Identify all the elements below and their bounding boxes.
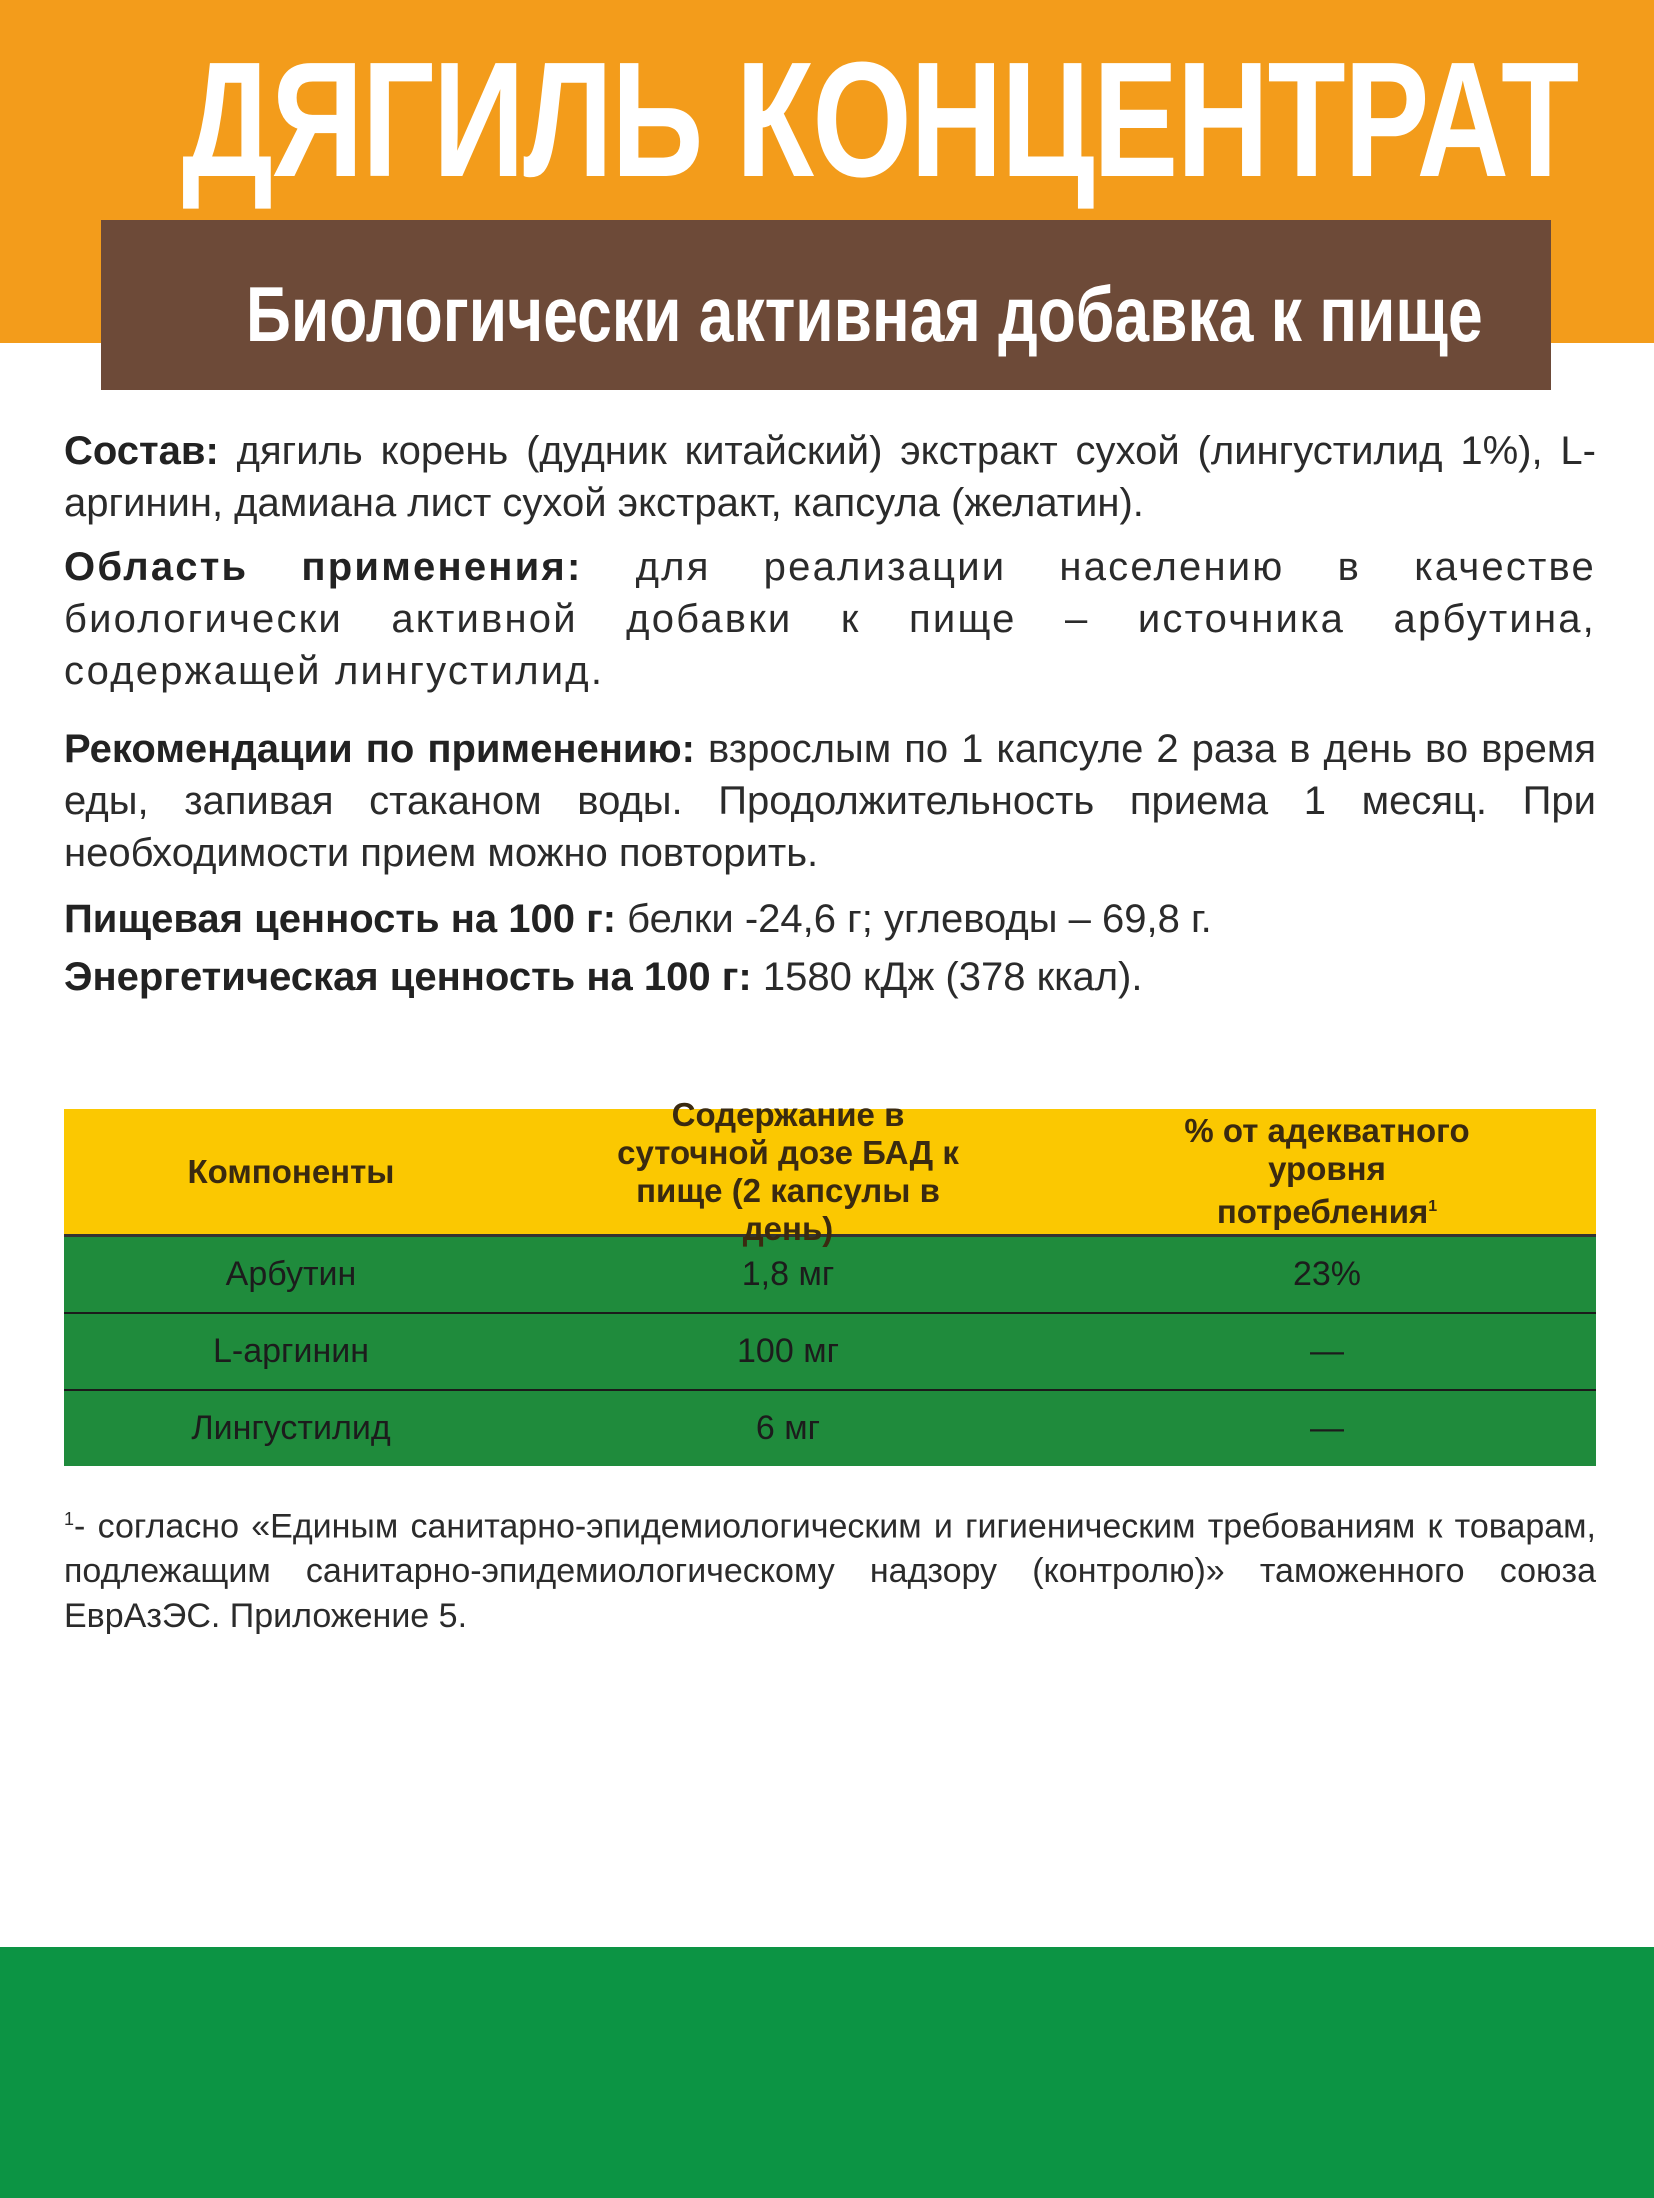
cell-dose: 6 мг bbox=[755, 1409, 821, 1447]
composition-label: Состав: bbox=[64, 429, 219, 473]
footnote-text: - согласно «Единым санитарно-эпидемиологическим и гигиеническим требованиям к товарам, подлежащим санитарно-эпидемиологическому надзору (контролю)» таможенного союза ЕврАзЭС. Приложение 5. bbox=[64, 1507, 1596, 1636]
energy-paragraph bbox=[64, 951, 1596, 1003]
composition-paragraph bbox=[64, 425, 1596, 529]
recommendations-paragraph bbox=[64, 723, 1596, 879]
header-percent-wrap bbox=[1157, 1112, 1497, 1231]
cell-component: Арбутин bbox=[225, 1255, 357, 1293]
recommendations-text: взрослым по 1 капсуле 2 раза в день во время еды, запивая стаканом воды. Продолжительность приема 1 месяц. При необходимости прием можно повторить. bbox=[64, 727, 1596, 875]
energy-label: Энергетическая ценность на 100 г: bbox=[64, 955, 752, 999]
subtitle-banner bbox=[101, 220, 1551, 390]
components-table bbox=[64, 1095, 1596, 1466]
nutrition-text: белки -24,6 г; углеводы – 69,8 г. bbox=[616, 897, 1212, 941]
cell-component: L-аргинин bbox=[213, 1332, 369, 1370]
header-daily-dose bbox=[518, 1095, 1058, 1247]
recommendations-label: Рекомендации по применению: bbox=[64, 727, 695, 771]
header-daily-dose-text: Содержание в суточной дозе БАД к пище (2 капсулы в день) bbox=[617, 1095, 959, 1247]
footer-band bbox=[0, 1947, 1654, 2198]
product-description bbox=[64, 425, 1596, 1003]
cell-component: Лингустилид bbox=[191, 1409, 391, 1447]
energy-text: 1580 кДж (378 ккал). bbox=[751, 955, 1143, 999]
nutrition-paragraph bbox=[64, 893, 1596, 945]
cell-dose: 1,8 мг bbox=[741, 1255, 835, 1293]
cell-percent: — bbox=[1310, 1409, 1344, 1447]
table-header bbox=[64, 1095, 1596, 1247]
header-percent bbox=[1058, 1109, 1596, 1234]
cell-dose: 100 мг bbox=[737, 1332, 839, 1370]
application-paragraph bbox=[64, 541, 1596, 697]
footnote bbox=[64, 1497, 1596, 1639]
header-percent-footnote-marker: 1 bbox=[1428, 1198, 1438, 1215]
table-row bbox=[64, 1391, 1596, 1466]
table-row bbox=[64, 1314, 1596, 1391]
nutrition-label: Пищевая ценность на 100 г: bbox=[64, 897, 617, 941]
product-subtitle: Биологически активная добавка к пище bbox=[246, 270, 1483, 358]
application-label: Область применения: bbox=[64, 545, 583, 589]
cell-percent: 23% bbox=[1292, 1255, 1362, 1293]
header-percent-text: % от адекватного уровня потребления bbox=[1184, 1112, 1470, 1230]
product-title: ДЯГИЛЬ КОНЦЕНТРАТ bbox=[181, 28, 1578, 211]
composition-text: дягиль корень (дудник китайский) экстракт сухой (лингустилид 1%), L-аргинин, дамиана лист сухой экстракт, капсула (желатин). bbox=[64, 429, 1596, 525]
application-text: для реализации населению в качестве биологически активной добавки к пище – источника арбутина, содержащей лингустилид. bbox=[64, 545, 1597, 693]
table-row bbox=[64, 1237, 1596, 1314]
header-components: Компоненты bbox=[187, 1152, 395, 1190]
cell-percent: — bbox=[1310, 1332, 1344, 1370]
footnote-marker: 1 bbox=[64, 1509, 75, 1529]
